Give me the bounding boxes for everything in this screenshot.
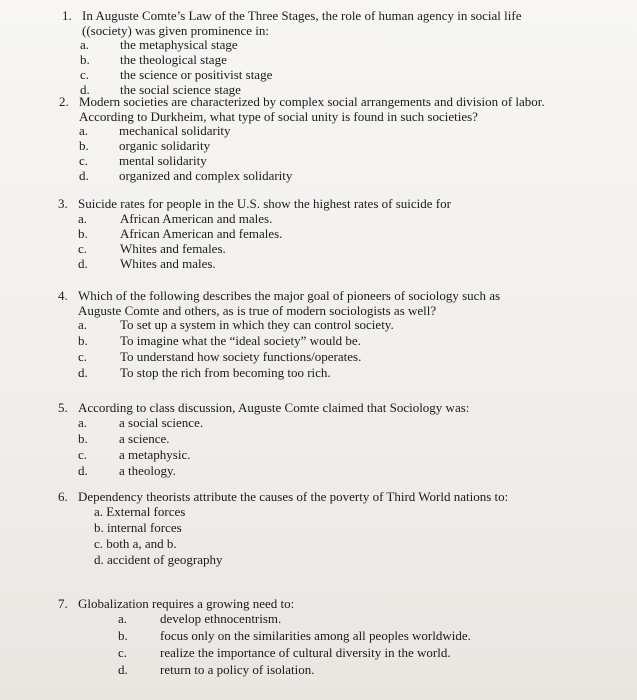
option-letter: a. — [78, 210, 88, 226]
question-number: 3. — [58, 196, 68, 211]
option-text: Whites and males. — [120, 255, 216, 271]
option — [80, 53, 521, 68]
option-letter: d. — [118, 661, 128, 677]
question-6 — [58, 490, 508, 569]
option — [78, 242, 451, 257]
option-letter: d. — [79, 168, 89, 183]
option-letter: b. — [80, 52, 90, 67]
option — [79, 139, 545, 154]
option-letter: c. — [79, 153, 89, 168]
option-letter: c. — [78, 349, 88, 364]
option-text: organized and complex solidarity — [119, 168, 293, 183]
option-text: the theological stage — [120, 52, 227, 67]
question-text: ((society) was given prominence in: — [82, 22, 269, 38]
option — [78, 334, 500, 350]
option — [78, 318, 500, 334]
option — [78, 464, 469, 480]
option-letter: b. — [79, 138, 89, 153]
option — [79, 124, 545, 139]
option-list — [78, 318, 500, 382]
option-text: a theology. — [119, 462, 176, 478]
option-list — [79, 124, 545, 184]
option — [78, 448, 469, 464]
option-letter: d. — [78, 462, 88, 478]
question-text: Auguste Comte and others, as is true of modern sociologists as well? — [78, 302, 437, 318]
option-letter: a. — [79, 123, 89, 138]
question-text: In Auguste Comte’s Law of the Three Stages, the role of human agency in social life — [82, 8, 522, 23]
option — [80, 38, 521, 53]
option-letter: c. — [80, 67, 90, 82]
question-text: Which of the following describes the major goal of pioneers of sociology such as — [78, 288, 501, 303]
option: a. External forces — [94, 503, 186, 519]
option-text: To set up a system in which they can control society. — [120, 317, 394, 332]
option-text: a metaphysic. — [119, 446, 191, 462]
option — [78, 212, 451, 227]
option-list — [94, 505, 508, 569]
question-7 — [58, 596, 471, 680]
question-1 — [62, 9, 521, 98]
option-text: the social science stage — [120, 82, 241, 97]
option — [79, 154, 545, 169]
question-text: According to class discussion, Auguste Comte claimed that Sociology was: — [78, 400, 470, 415]
option-letter: c. — [78, 446, 88, 462]
option: b. internal forces — [94, 519, 182, 535]
option-text: organic solidarity — [119, 138, 211, 153]
option-list — [80, 38, 521, 98]
question-text: Modern societies are characterized by complex social arrangements and division of labor. — [79, 94, 545, 109]
question-number: 1. — [62, 8, 72, 23]
question-text: According to Durkheim, what type of social unity is found in such societies? — [79, 108, 478, 124]
option — [79, 169, 545, 184]
option-text: return to a policy of isolation. — [160, 661, 315, 677]
option-text: To understand how society functions/operates. — [120, 349, 362, 364]
option: d. accident of geography — [94, 551, 223, 567]
option-list — [78, 416, 469, 480]
option-letter: a. — [78, 414, 88, 430]
question-2 — [59, 95, 545, 184]
option-letter: c. — [118, 644, 128, 660]
option-text: a science. — [119, 430, 170, 446]
option-letter: a. — [80, 37, 90, 52]
option-text: the metaphysical stage — [120, 37, 238, 52]
option-text: African American and females. — [120, 225, 283, 241]
option: c. both a, and b. — [94, 535, 177, 551]
question-text: Globalization requires a growing need to: — [78, 596, 295, 611]
option-text: the science or positivist stage — [120, 67, 273, 82]
option — [78, 366, 500, 382]
option-letter: b. — [78, 430, 88, 446]
option-text: develop ethnocentrism. — [160, 610, 282, 626]
option — [78, 350, 500, 366]
option-text: mechanical solidarity — [119, 123, 231, 138]
option-letter: d. — [80, 82, 90, 97]
option-text: To imagine what the “ideal society” would be. — [120, 333, 361, 348]
question-3 — [58, 197, 451, 272]
option — [118, 661, 315, 680]
option — [118, 612, 294, 629]
option-letter: d. — [78, 365, 88, 380]
option-list — [118, 610, 471, 680]
question-number: 2. — [59, 94, 69, 109]
option — [118, 644, 451, 663]
option-letter: b. — [118, 627, 128, 643]
option-letter: d. — [78, 255, 88, 271]
option-text: African American and males. — [120, 210, 273, 226]
option — [78, 432, 469, 448]
option — [78, 257, 451, 272]
option-letter: a. — [78, 317, 88, 332]
option-text: Whites and females. — [120, 240, 226, 256]
question-5 — [58, 401, 469, 480]
option-text: realize the importance of cultural diversity in the world. — [160, 644, 451, 660]
option — [78, 416, 469, 432]
option-letter: c. — [78, 240, 88, 256]
option-list — [78, 212, 451, 272]
question-number: 7. — [58, 596, 68, 611]
option — [78, 227, 451, 242]
question-text: Suicide rates for people in the U.S. show the highest rates of suicide for — [78, 196, 451, 211]
option-text: a social science. — [119, 414, 204, 430]
option-text: To stop the rich from becoming too rich. — [120, 365, 331, 380]
question-4 — [58, 289, 500, 382]
option-text: mental solidarity — [119, 153, 207, 168]
question-number: 5. — [58, 400, 68, 415]
question-text: Dependency theorists attribute the causes of the poverty of Third World nations to: — [78, 489, 509, 504]
option-letter: b. — [78, 225, 88, 241]
question-number: 4. — [58, 288, 68, 303]
option — [80, 68, 521, 83]
option-text: focus only on the similarities among all peoples worldwide. — [160, 627, 471, 643]
option-letter: a. — [118, 610, 128, 626]
question-number: 6. — [58, 489, 68, 504]
option — [118, 627, 471, 646]
option-letter: b. — [78, 333, 88, 348]
